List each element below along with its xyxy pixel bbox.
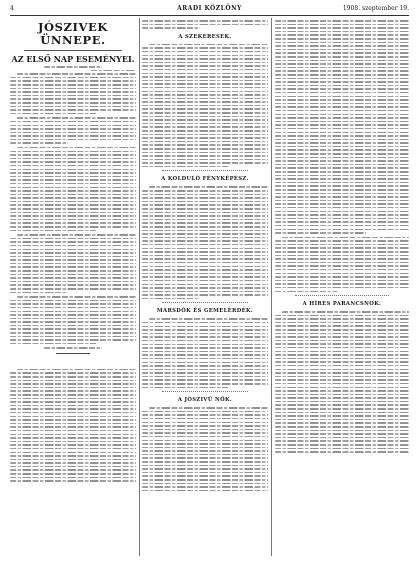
divider xyxy=(56,353,90,354)
column-divider xyxy=(271,18,272,556)
page-number: 4 xyxy=(10,5,14,12)
body-text xyxy=(10,73,136,114)
body-text xyxy=(10,234,136,293)
closing-line xyxy=(44,347,102,349)
body-text xyxy=(142,20,268,29)
column-2 xyxy=(142,18,268,558)
body-text xyxy=(275,237,409,292)
dateline xyxy=(91,70,136,72)
body-text xyxy=(275,20,409,234)
byline xyxy=(44,66,102,68)
section-heading: MÁRSDÓK ÉS GEMELÉRDÉK. xyxy=(156,308,254,315)
column-divider xyxy=(139,18,140,556)
body-text xyxy=(142,318,268,388)
divider xyxy=(24,50,122,51)
divider xyxy=(162,391,248,392)
body-text xyxy=(10,117,136,144)
divider xyxy=(162,302,248,303)
body-text xyxy=(142,407,268,491)
body-text xyxy=(142,186,268,299)
body-text xyxy=(275,311,409,453)
header-rule xyxy=(10,15,409,16)
sub-headline: AZ ELSŐ NAP ESEMÉNYEI. xyxy=(11,54,135,64)
section-heading xyxy=(10,359,136,366)
body-text xyxy=(10,369,136,482)
body-text xyxy=(10,147,136,231)
body-text xyxy=(142,44,268,168)
masthead: ARADI KÖZLÖNY xyxy=(177,5,242,12)
main-headline: JÓSZIVEK ÜNNEPE. xyxy=(37,20,109,47)
body-text xyxy=(10,296,136,344)
page-header xyxy=(10,3,409,15)
section-heading: A KOLDULÓ FÉNYKÉPÉSZ. xyxy=(161,176,249,183)
divider xyxy=(162,170,248,171)
column-1 xyxy=(10,18,136,558)
column-3 xyxy=(275,18,409,558)
issue-date: 1908. szeptember 19. xyxy=(342,5,409,12)
divider xyxy=(295,295,389,296)
section-heading: A JÓSZIVŰ NŐK. xyxy=(177,397,233,404)
section-heading: A SZEKERESEK. xyxy=(178,33,232,40)
section-heading: A HÍRES PARANCSNOK. xyxy=(302,301,382,308)
